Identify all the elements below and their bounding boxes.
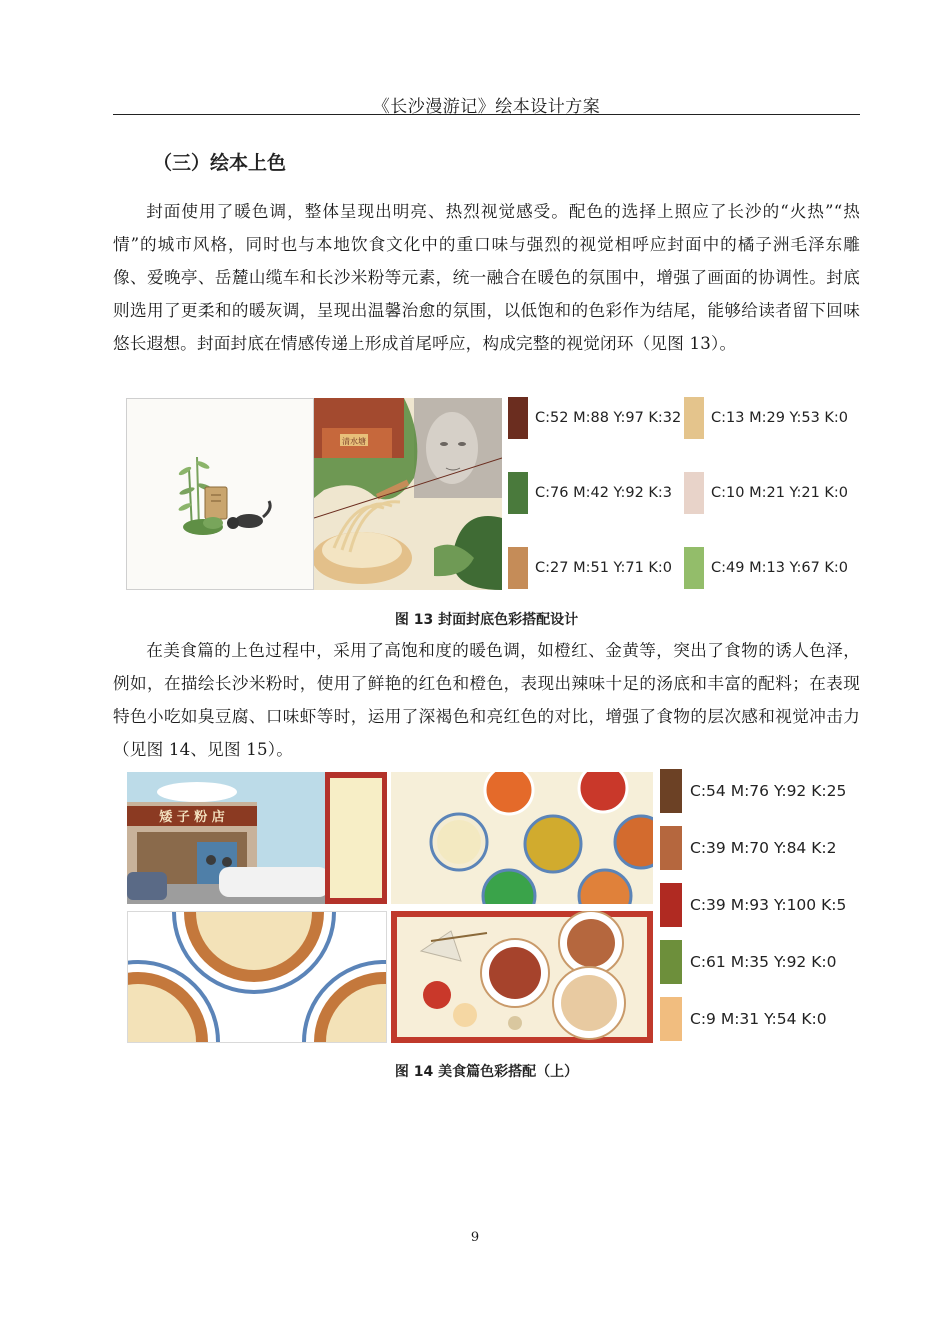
swatch-fig13-2	[684, 397, 848, 439]
swatch-label: C:76 M:42 Y:92 K:3	[535, 485, 673, 501]
noodle-shop-drawing	[127, 772, 387, 904]
front-cover-illustration	[314, 398, 502, 590]
swatch-label: C:61 M:35 Y:92 K:0	[690, 953, 837, 971]
swatch-label: C:9 M:31 Y:54 K:0	[690, 1010, 827, 1028]
swatch-fig14-2	[660, 826, 836, 870]
figure13-caption: 图 13 封面封底色彩搭配设计	[394, 612, 579, 628]
bamboo-cat-drawing	[127, 399, 315, 591]
paragraph-food-colors: 在美食篇的上色过程中，采用了高饱和度的暖色调，如橙红、金黄等，突出了食物的诱人色泽，例如，在描绘长沙米粉时，使用了鲜艳的红色和橙色，表现出辣味十足的汤底和丰富的配料；在表现特色小吃如臭豆腐、口味虾等时，运用了深褐色和亮红色的对比，增强了食物的层次感和视觉冲击力（见图 14、见图 15）。	[113, 641, 860, 759]
swatch-label: C:49 M:13 Y:67 K:0	[711, 560, 849, 576]
color-swatch	[660, 940, 682, 984]
color-swatch	[660, 883, 682, 927]
swatch-fig13-6	[684, 547, 848, 589]
swatch-label: C:10 M:21 Y:21 K:0	[711, 485, 849, 501]
color-swatch	[684, 397, 704, 439]
color-swatch	[508, 547, 528, 589]
color-swatch	[660, 769, 682, 813]
swatch-fig14-4	[660, 940, 836, 984]
pavilion-sign: 清水塘	[342, 437, 366, 446]
toppings-bowls-illustration	[391, 772, 653, 904]
swatch-fig13-5	[508, 547, 672, 589]
dishes-illustration	[391, 911, 653, 1043]
section-title: （三）绘本上色	[153, 152, 287, 174]
dishes-drawing	[391, 911, 653, 1043]
swatch-fig13-4	[684, 472, 848, 514]
swatch-fig13-1	[508, 397, 681, 439]
swatch-fig14-5	[660, 997, 827, 1041]
swatch-label: C:52 M:88 Y:97 K:32	[535, 410, 682, 426]
color-swatch	[508, 397, 528, 439]
shop-sign: 矮 子 粉 店	[159, 810, 225, 825]
back-cover-illustration	[126, 398, 314, 590]
swatch-label: C:39 M:70 Y:84 K:2	[690, 839, 837, 857]
running-header: 《长沙漫游记》绘本设计方案	[372, 97, 601, 117]
swatch-fig13-3	[508, 472, 672, 514]
swatch-fig14-1	[660, 769, 846, 813]
swatch-fig14-3	[660, 883, 846, 927]
page-number: 9	[470, 1230, 480, 1245]
swatch-label: C:39 M:93 Y:100 K:5	[690, 896, 847, 914]
front-cover-drawing	[314, 398, 502, 590]
swatch-label: C:13 M:29 Y:53 K:0	[711, 410, 849, 426]
noodle-bowls-drawing	[128, 912, 386, 1042]
noodle-bowls-illustration	[127, 911, 387, 1043]
noodle-shop-illustration	[127, 772, 387, 904]
color-swatch	[660, 826, 682, 870]
swatch-label: C:27 M:51 Y:71 K:0	[535, 560, 673, 576]
toppings-bowls-drawing	[391, 772, 653, 904]
figure14-caption: 图 14 美食篇色彩搭配（上）	[394, 1064, 579, 1080]
paragraph-cover-colors: 封面使用了暖色调，整体呈现出明亮、热烈视觉感受。配色的选择上照应了长沙的“火热”“热情”的城市风格，同时也与本地饮食文化中的重口味与强烈的视觉相呼应封面中的橘子洲毛泽东雕像、爱晚亭、岳麓山缆车和长沙米粉等元素，统一融合在暖色的氛围中，增强了画面的协调性。封底则选用了更柔和的暖灰调，呈现出温馨治愈的氛围，以低饱和的色彩作为结尾，能够给读者留下回味悠长遐想。封面封底在情感传递上形成首尾呼应，构成完整的视觉闭环（见图 13）。	[113, 202, 860, 353]
color-swatch	[660, 997, 682, 1041]
color-swatch	[684, 547, 704, 589]
swatch-label: C:54 M:76 Y:92 K:25	[690, 782, 847, 800]
color-swatch	[508, 472, 528, 514]
color-swatch	[684, 472, 704, 514]
header-rule	[113, 114, 860, 115]
